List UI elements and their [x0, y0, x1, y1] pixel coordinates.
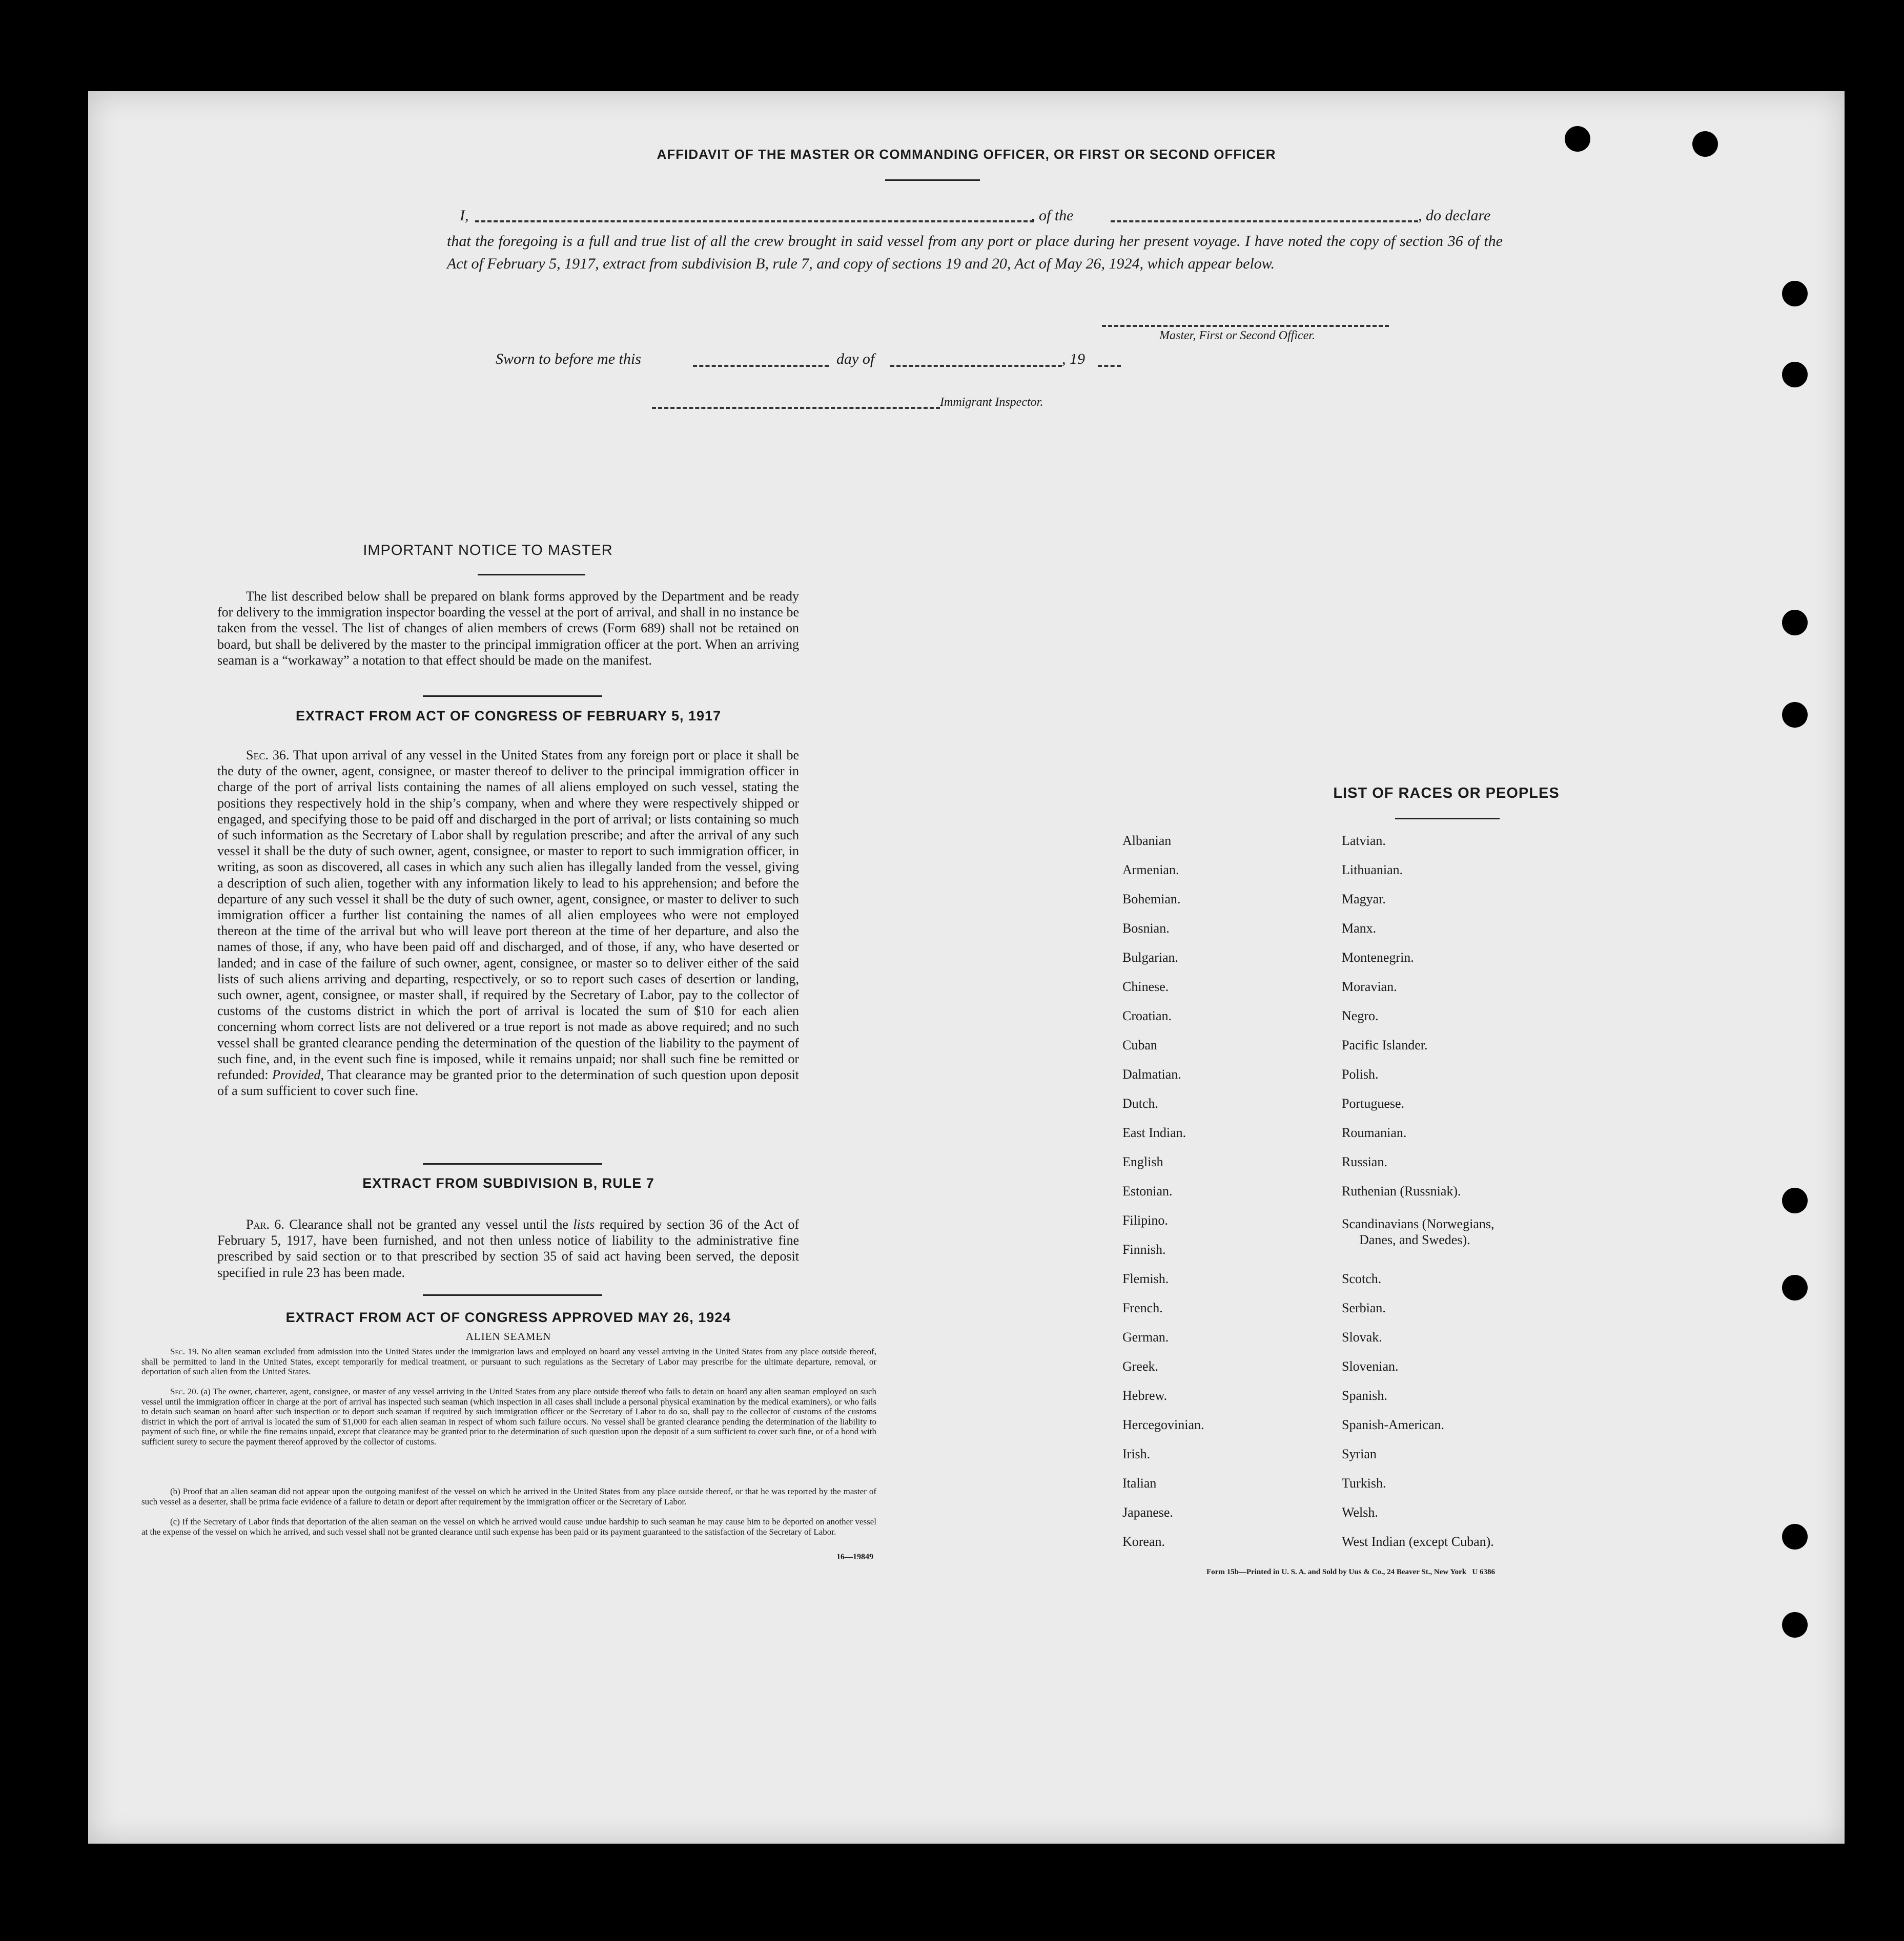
- punch-hole: [1782, 362, 1808, 387]
- race-item: Chinese.: [1122, 979, 1169, 994]
- race-item: Italian: [1122, 1476, 1157, 1491]
- inspector-blank: [652, 407, 940, 409]
- race-item: Lithuanian.: [1342, 862, 1403, 877]
- race-item: Russian.: [1342, 1154, 1387, 1169]
- rule-7-body: [217, 1216, 799, 1281]
- race-item: Manx.: [1342, 921, 1377, 936]
- divider: [1395, 818, 1500, 819]
- sworn-day-blank: [693, 365, 829, 367]
- signature-blank: [1102, 325, 1389, 327]
- sworn-month-blank: [890, 365, 1062, 367]
- divider: [423, 1294, 602, 1296]
- punch-hole: [1782, 610, 1808, 635]
- race-item: Hebrew.: [1122, 1388, 1168, 1403]
- affidavit-declare-label: , do declare: [1418, 207, 1491, 224]
- race-item: Spanish.: [1342, 1388, 1387, 1403]
- race-item: Filipino.: [1122, 1213, 1168, 1228]
- race-item: Dutch.: [1122, 1096, 1159, 1111]
- day-of-label: day of: [836, 350, 875, 367]
- signature-caption: Master, First or Second Officer.: [1159, 329, 1315, 342]
- print-code: 16—19849: [836, 1553, 873, 1561]
- race-item: Latvian.: [1342, 833, 1386, 848]
- race-item: Roumanian.: [1342, 1125, 1407, 1140]
- race-item: Danes, and Swedes).: [1359, 1232, 1470, 1247]
- affidavit-body: that the foregoing is a full and true list of all the crew brought in said vessel from any port or place during her present voyage. I have noted the copy of section 36 of the Act of February 5, 1917, extract from subdivision B, rule 7, and copy of sections 19 and 20, Act of May 26, 1924, which appear below.: [447, 233, 1503, 272]
- race-item: Korean.: [1122, 1534, 1165, 1549]
- lists-word: lists: [573, 1217, 595, 1232]
- act-1917-title: EXTRACT FROM ACT OF CONGRESS OF FEBRUARY 5, 1917: [295, 708, 722, 724]
- section-label: Sec. 36.: [246, 748, 290, 762]
- race-item: Flemish.: [1122, 1271, 1169, 1286]
- race-item: Scotch.: [1342, 1271, 1382, 1286]
- printer-imprint: Form 15b—Printed in U. S. A. and Sold by Uus & Co., 24 Beaver St., New York U 6386: [1206, 1568, 1495, 1576]
- sworn-label: Sworn to before me this: [496, 350, 641, 367]
- race-item: English: [1122, 1154, 1163, 1169]
- race-item: Syrian: [1342, 1447, 1377, 1461]
- divider: [885, 179, 980, 181]
- inspector-caption: Immigrant Inspector.: [940, 396, 1043, 409]
- notice-title: IMPORTANT NOTICE TO MASTER: [363, 542, 613, 559]
- affidavit-i-label: I,: [460, 207, 469, 224]
- divider: [423, 1163, 602, 1165]
- rule-7-title: EXTRACT FROM SUBDIVISION B, RULE 7: [362, 1175, 654, 1191]
- affidavit-of-the-label: , of the: [1031, 207, 1074, 224]
- race-item: Bulgarian.: [1122, 950, 1179, 965]
- punch-hole: [1782, 1275, 1808, 1300]
- race-item: East Indian.: [1122, 1125, 1186, 1140]
- punch-hole: [1782, 1612, 1808, 1638]
- race-item: Bohemian.: [1122, 892, 1181, 906]
- act-1917-proviso-text: That clearance may be granted prior to the determination of such question upon deposit of a sum sufficient to cover such fine.: [217, 1067, 800, 1099]
- act-1924-subtitle: ALIEN SEAMEN: [465, 1330, 551, 1343]
- act-1924-title: EXTRACT FROM ACT OF CONGRESS APPROVED MAY 26, 1924: [285, 1310, 731, 1325]
- race-item: Pacific Islander.: [1342, 1038, 1428, 1052]
- sec-19-text: No alien seaman excluded from admission into the United States under the immigration laws and employed on board any vessel arriving in the United States from any place outside thereof, shall be permitted to land in the United States, except temporarily for medical treatment, or pursuant to such regulations as the Secretary of Labor may prescribe for the ultimate departure, removal, or deportation of such alien from the United States.: [141, 1347, 876, 1376]
- race-item: Finnish.: [1122, 1242, 1166, 1257]
- race-item: Croatian.: [1122, 1008, 1172, 1023]
- race-item: Estonian.: [1122, 1184, 1173, 1199]
- race-item: Japanese.: [1122, 1505, 1173, 1520]
- race-item: Albanian: [1122, 833, 1172, 848]
- race-item: Moravian.: [1342, 979, 1397, 994]
- race-item: Scandinavians (Norwegians,: [1342, 1216, 1494, 1231]
- race-item: Slovak.: [1342, 1330, 1382, 1345]
- rule-7-text: Clearance shall not be granted any vessel until the: [289, 1217, 568, 1232]
- punch-hole: [1782, 281, 1808, 306]
- race-item: Serbian.: [1342, 1300, 1386, 1315]
- race-item: German.: [1122, 1330, 1169, 1345]
- race-item: Polish.: [1342, 1067, 1379, 1082]
- race-item: French.: [1122, 1300, 1163, 1315]
- race-item: Armenian.: [1122, 862, 1179, 877]
- year-blank: [1098, 365, 1121, 367]
- race-item: Montenegrin.: [1342, 950, 1414, 965]
- race-item: Dalmatian.: [1122, 1067, 1181, 1082]
- race-item: Turkish.: [1342, 1476, 1386, 1491]
- race-item: Slovenian.: [1342, 1359, 1399, 1374]
- sec-20a: [141, 1387, 876, 1447]
- vessel-blank: [1111, 220, 1418, 222]
- act-1917-text: That upon arrival of any vessel in the United States from any foreign port or place it shall be the duty of the owner, agent, consignee, or master thereof to deliver to the principal immigration officer in charge of the port of arrival lists containing the names of all aliens employed on such vessel, stating the positions they respectively hold in the ship’s company, when and where they were respectively shipped or engaged, and specifying those to be paid off and discharged in the port of arrival; or lists containing so much of such information as the Secretary of Labor shall by regulation prescribe; and after the arrival of any such vessel it shall be the duty of such owner, agent, consignee, or master to report to such immigration officer, in writing, as soon as discovered, all cases in which any such alien has illegally landed from the vessel, giving a description of such alien, together with any information likely to lead to his apprehension; and before the departure of any such vessel it shall be the duty of such owner, agent, consignee, or master to deliver to such immigration officer a further list containing the names of all alien employees who were not employed thereon at the time of the arrival but who will leave port thereon at the time of her departure, and also the names of those, if any, who have been paid off and discharged, and of those, if any, who have deserted or landed; and in case of the failure of such owner, agent, consignee, or master so to deliver either of the said lists of such aliens arriving and departing, respectively, or so to report such cases of desertion or landing, such owner, agent, consignee, or master shall, if required by the Secretary of Labor, pay to the collector of customs of the customs district in which the port of arrival is located the sum of $10 for each alien concerning whom correct lists are not delivered or a true report is not made as above required; and no such vessel shall be granted clearance pending the determination of the question of the liability to the payment of such fine, and, in the event such fine is imposed, while it remains unpaid; nor shall such fine be remitted or refunded:: [217, 748, 799, 1083]
- race-item: Magyar.: [1342, 892, 1386, 906]
- race-item: Cuban: [1122, 1038, 1157, 1052]
- year-label: , 19: [1062, 350, 1085, 367]
- sec-20b: (b) Proof that an alien seaman did not appear upon the outgoing manifest of the vessel on which he arrived in the United States from any place outside thereof, or that he was reported by the master of such vessel as a deserter, shall be prima facie evidence of a failure to detain or deport after requirement by the immigration officer or the Secretary of Labor.: [141, 1486, 876, 1506]
- notice-body: The list described below shall be prepared on blank forms approved by the Department and be ready for delivery to the immigration inspector boarding the vessel at the port of arrival, and shall in no instance be taken from the vessel. The list of changes of alien members of crews (Form 689) shall not be retained on board, but shall be delivered by the master to the principal immigration officer at the port. When an arriving seaman is a “workaway” a notation to that effect should be made on the manifest.: [217, 589, 799, 668]
- sec-20c: (c) If the Secretary of Labor finds that deportation of the alien seaman on the vessel on which he arrived would cause undue hardship to such seaman he may cause him to be deported on another vessel at the expense of the vessel on which he arrived, and such vessel shall not be granted clearance until such expense has been paid or its payment guaranteed to the satisfaction of the Secretary of Labor.: [141, 1517, 876, 1537]
- punch-hole: [1782, 702, 1808, 728]
- punch-hole: [1782, 1524, 1808, 1550]
- affidavit-title: AFFIDAVIT OF THE MASTER OR COMMANDING OFFICER, OR FIRST OR SECOND OFFICER: [657, 147, 1276, 162]
- race-item: Spanish-American.: [1342, 1417, 1445, 1432]
- punch-hole: [1782, 1188, 1808, 1213]
- races-title: LIST OF RACES OR PEOPLES: [1333, 785, 1560, 801]
- divider: [478, 574, 585, 575]
- name-blank: [475, 220, 1034, 222]
- sec-20-label: Sec. 20.: [170, 1387, 199, 1396]
- paragraph-label: Par. 6.: [246, 1217, 284, 1232]
- sec-19: [141, 1347, 876, 1377]
- race-item: Negro.: [1342, 1008, 1379, 1023]
- divider: [423, 695, 602, 697]
- document-sheet: [88, 91, 1845, 1844]
- race-item: Hercegovinian.: [1122, 1417, 1204, 1432]
- proviso-word: Provided,: [272, 1067, 324, 1083]
- race-item: Ruthenian (Russniak).: [1342, 1184, 1461, 1199]
- act-1917-body: [217, 747, 799, 1099]
- race-item: Portuguese.: [1342, 1096, 1405, 1111]
- sec-19-label: Sec. 19.: [170, 1347, 199, 1356]
- rule-7-text-2: required by section 36 of the Act of February 5, 1917, have been furnished, and not then unless notice of liability to the administrative fine prescribed by said section or to that prescribed by section 35 of said act having been served, the deposit specified in rule 23 has been made.: [217, 1217, 800, 1280]
- race-item: Irish.: [1122, 1447, 1151, 1461]
- sec-20a-text: (a) The owner, charterer, agent, consignee, or master of any vessel arriving in the United States from any place outside thereof who fails to detain on board any alien seaman employed on such vessel until the immigration officer in charge at the port of arrival has inspected such seaman (which inspection in all cases shall include a personal physical examination by the medical examiners), or who fails to detain such seaman on board after such inspection or to deport such seaman if required by such immigration officer or the Secretary of Labor to do so, shall pay to the collector of customs of the customs district in which the port of arrival is located the sum of $1,000 for each alien seaman in respect of whom such failure occurs. No vessel shall be granted clearance pending the determination of the liability to payment of such fine, or while the fine remains unpaid, except that clearance may be granted prior to the determination of such question upon the deposit of a sum sufficient to cover such fine, or of a bond with sufficient surety to secure the payment thereof approved by the collector of customs.: [141, 1387, 877, 1447]
- race-item: West Indian (except Cuban).: [1342, 1534, 1494, 1549]
- race-item: Greek.: [1122, 1359, 1159, 1374]
- race-item: Bosnian.: [1122, 921, 1170, 936]
- race-item: Welsh.: [1342, 1505, 1378, 1520]
